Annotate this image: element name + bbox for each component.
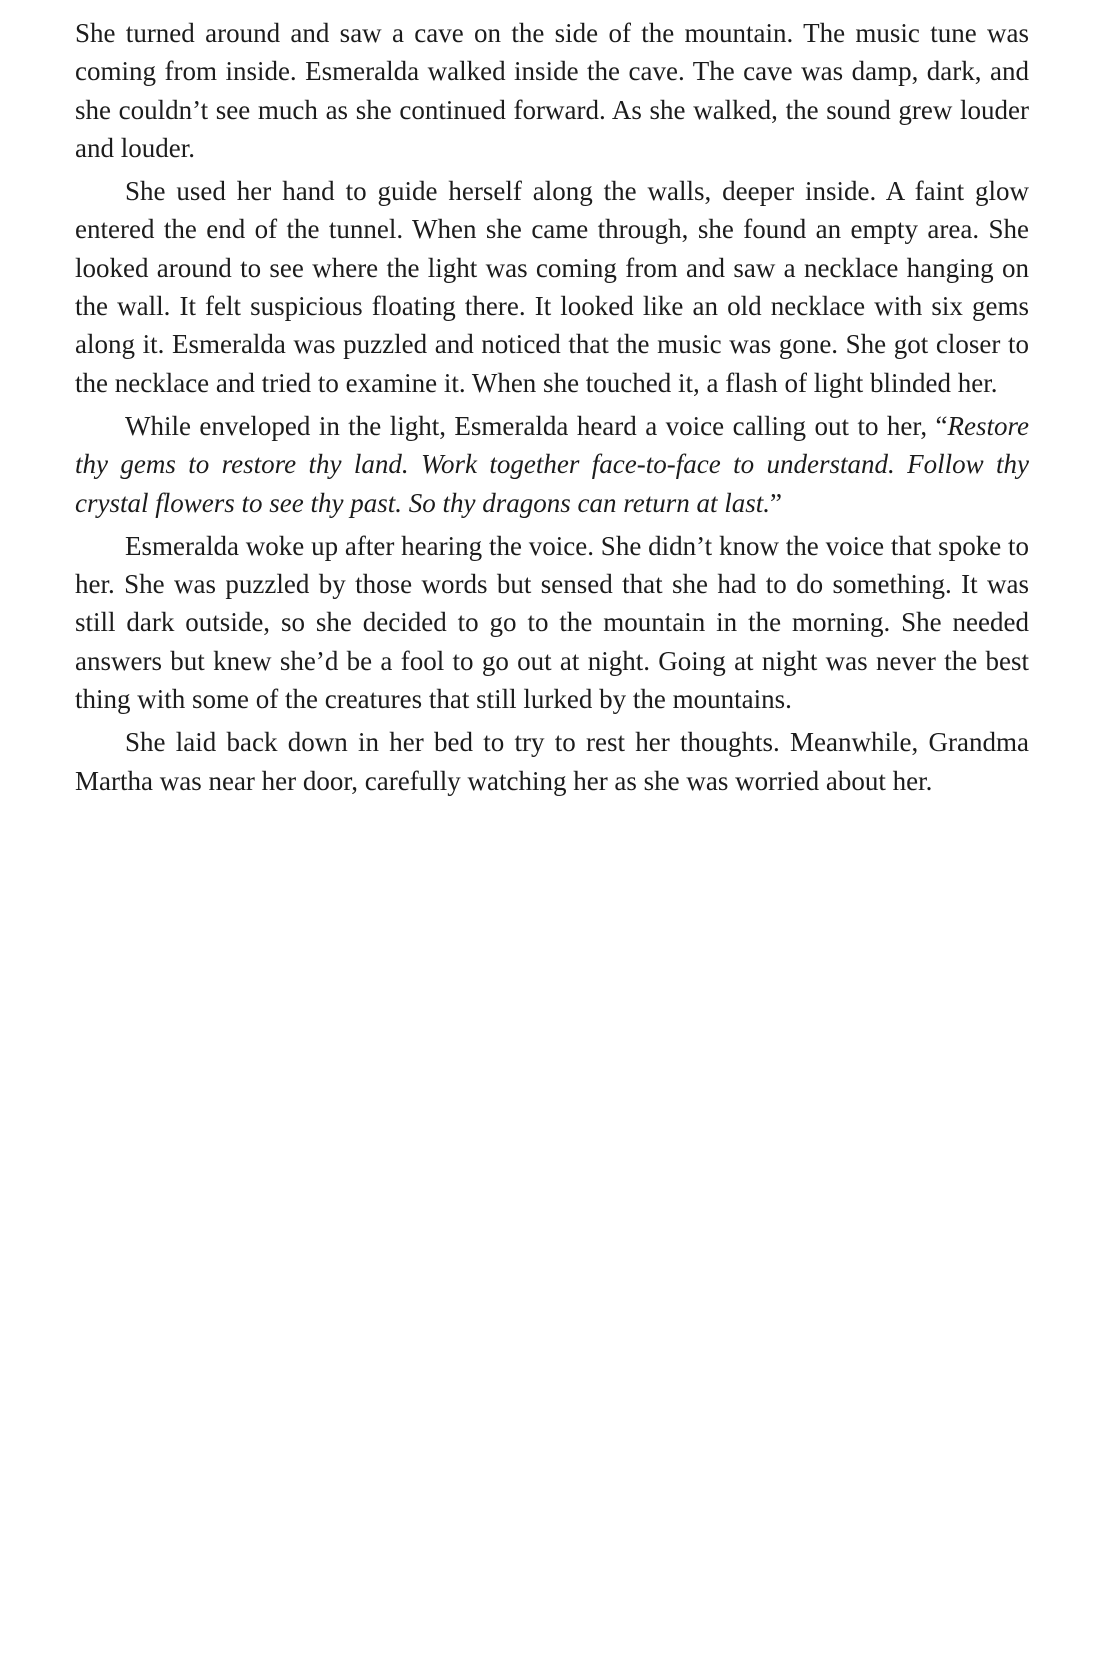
page-body xyxy=(75,14,1029,805)
voice-close-quote: ” xyxy=(769,487,782,518)
voice-verse: Restore thy gems to restore thy land. Work together face-to-face to understand. Follow thy crystal flowers to see thy past. So thy dragons can return at last. xyxy=(75,410,1029,518)
paragraph-cave-entrance: She turned around and saw a cave on the side of the mountain. The music tune was coming from inside. Esmeralda walked inside the cave. The cave was damp, dark, and she couldn’t see much as she continued forward. As she walked, the sound grew louder and louder. xyxy=(75,18,1029,163)
paragraph-voice xyxy=(75,407,1029,522)
paragraph-grandma: She laid back down in her bed to try to rest her thoughts. Meanwhile, Grandma Martha was near her door, carefully watching her as she was worried about her. xyxy=(75,727,1029,796)
paragraph-waking: Esmeralda woke up after hearing the voice. She didn’t know the voice that spoke to her. She was puzzled by those words but sensed that she had to do something. It was still dark outside, so she decided to go to the mountain in the morning. She needed answers but knew she’d be a fool to go out at night. Going at night was never the best thing with some of the creatures that still lurked by the mountains. xyxy=(75,530,1029,715)
paragraph-necklace: She used her hand to guide herself along the walls, deeper inside. A faint glow entered the end of the tunnel. When she came through, she found an empty area. She looked around to see where the light was coming from and saw a necklace hanging on the wall. It felt suspicious floating there. It looked like an old necklace with six gems along it. Esmeralda was puzzled and noticed that the music was gone. She got closer to the necklace and tried to examine it. When she touched it, a flash of light blinded her. xyxy=(75,176,1029,398)
voice-lead-text: While enveloped in the light, Esmeralda heard a voice calling out to her, “ xyxy=(125,410,948,441)
